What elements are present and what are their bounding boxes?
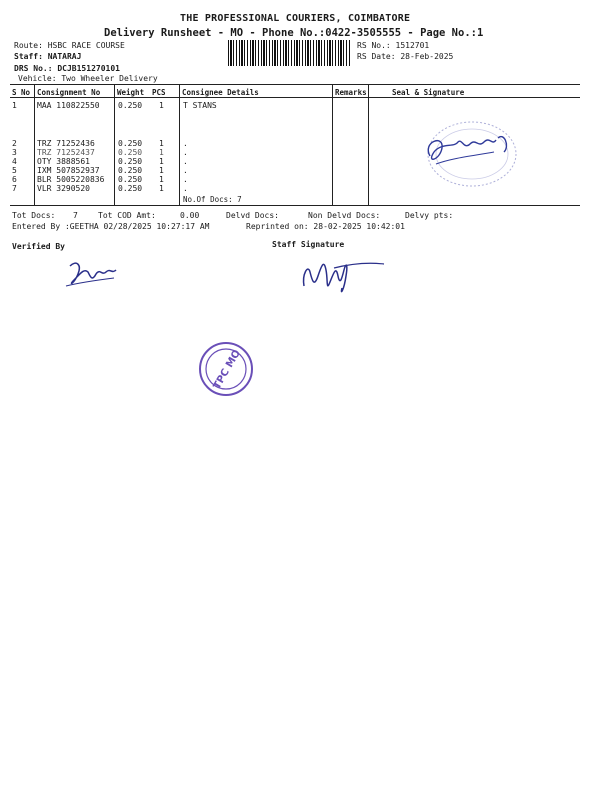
no-of-docs: No.Of Docs: 7 <box>183 195 242 204</box>
verified-signature <box>62 256 122 292</box>
table-row-consignee: . <box>183 175 188 184</box>
table-row-weight: 0.250 <box>118 175 143 184</box>
table-row-sno: 7 <box>12 184 17 193</box>
table-row-sno: 1 <box>12 101 17 110</box>
table-row-consignee: . <box>183 139 188 148</box>
tot-docs-label: Tot Docs: <box>12 211 56 220</box>
header-consignment: Consignment No <box>37 88 101 97</box>
table-top-border <box>10 84 580 85</box>
delvy-pts-label: Delvy pts: <box>405 211 454 220</box>
table-row-consignment: OTY 3888561 <box>37 157 90 166</box>
table-row-sno: 6 <box>12 175 17 184</box>
verified-by-label: Verified By <box>12 242 65 251</box>
staff-signature <box>296 252 388 298</box>
header-remarks: Remarks <box>335 88 367 97</box>
col-divider <box>34 85 35 205</box>
table-row-consignment: VLR 3290520 <box>37 184 90 193</box>
header-seal: Seal & Signature <box>392 88 465 97</box>
reprinted-on: Reprinted on: 28-02-2025 10:42:01 <box>246 222 405 231</box>
table-row-consignee: . <box>183 157 188 166</box>
table-row-consignee: . <box>183 184 188 193</box>
tot-cod-value: 0.00 <box>180 211 200 220</box>
vehicle-label: Vehicle: Two Wheeler Delivery <box>18 74 158 83</box>
table-row-weight: 0.250 <box>118 166 143 175</box>
table-row-weight: 0.250 <box>118 101 143 110</box>
col-divider <box>368 85 369 205</box>
table-row-consignment: TRZ 71252436 <box>37 139 95 148</box>
runsheet-title: Delivery Runsheet - MO - Phone No.:0422-3505555 - Page No.:1 <box>104 27 484 39</box>
non-delvd-docs-label: Non Delvd Docs: <box>308 211 381 220</box>
table-row-pcs: 1 <box>159 157 164 166</box>
route-label: Route: HSBC RACE COURSE <box>14 41 125 50</box>
table-row-pcs: 1 <box>159 175 164 184</box>
col-divider <box>332 85 333 205</box>
rs-date: RS Date: 28-Feb-2025 <box>357 52 454 61</box>
col-divider <box>179 85 180 205</box>
table-row-consignment: BLR 5005220836 <box>37 175 105 184</box>
staff-label: Staff: NATARAJ <box>14 52 82 61</box>
table-row-consignment: TRZ 71252437 <box>37 148 95 157</box>
col-divider <box>114 85 115 205</box>
table-row-pcs: 1 <box>159 184 164 193</box>
table-row-consignee: . <box>183 166 188 175</box>
tot-docs-value: 7 <box>73 211 78 220</box>
header-sno: S No <box>12 88 31 97</box>
tpc-stamp <box>197 340 255 398</box>
table-row-sno: 4 <box>12 157 17 166</box>
table-row-consignment: MAA 110822550 <box>37 101 100 110</box>
table-row-pcs: 1 <box>159 148 164 157</box>
table-row-pcs: 1 <box>159 139 164 148</box>
consignee-seal-stamp <box>412 112 527 194</box>
tot-cod-label: Tot COD Amt: <box>98 211 156 220</box>
table-row-consignee: . <box>183 148 188 157</box>
staff-signature-label: Staff Signature <box>272 240 345 249</box>
stamp-text: TPC MO <box>211 348 243 392</box>
table-row-sno: 3 <box>12 148 17 157</box>
header-pcs: PCS <box>152 88 166 97</box>
header-weight: Weight <box>117 88 145 97</box>
table-row-weight: 0.250 <box>118 148 143 157</box>
table-row-consignment: IXM 507852937 <box>37 166 100 175</box>
entered-by: Entered By :GEETHA 02/28/2025 10:27:17 AM <box>12 222 210 231</box>
table-header-border <box>10 97 580 98</box>
table-row-sno: 5 <box>12 166 17 175</box>
table-row-pcs: 1 <box>159 101 164 110</box>
table-row-sno: 2 <box>12 139 17 148</box>
table-row-consignee: T STANS <box>183 101 217 110</box>
delvd-docs-label: Delvd Docs: <box>226 211 279 220</box>
header-consignee: Consignee Details <box>182 88 259 97</box>
rs-number: RS No.: 1512701 <box>357 41 430 50</box>
drs-number: DRS No.: DCJB151270101 <box>14 64 120 73</box>
barcode <box>228 40 350 66</box>
table-row-pcs: 1 <box>159 166 164 175</box>
company-title: THE PROFESSIONAL COURIERS, COIMBATORE <box>180 13 411 24</box>
table-bottom-border <box>10 205 580 206</box>
table-row-weight: 0.250 <box>118 157 143 166</box>
table-row-weight: 0.250 <box>118 139 143 148</box>
table-row-weight: 0.250 <box>118 184 143 193</box>
